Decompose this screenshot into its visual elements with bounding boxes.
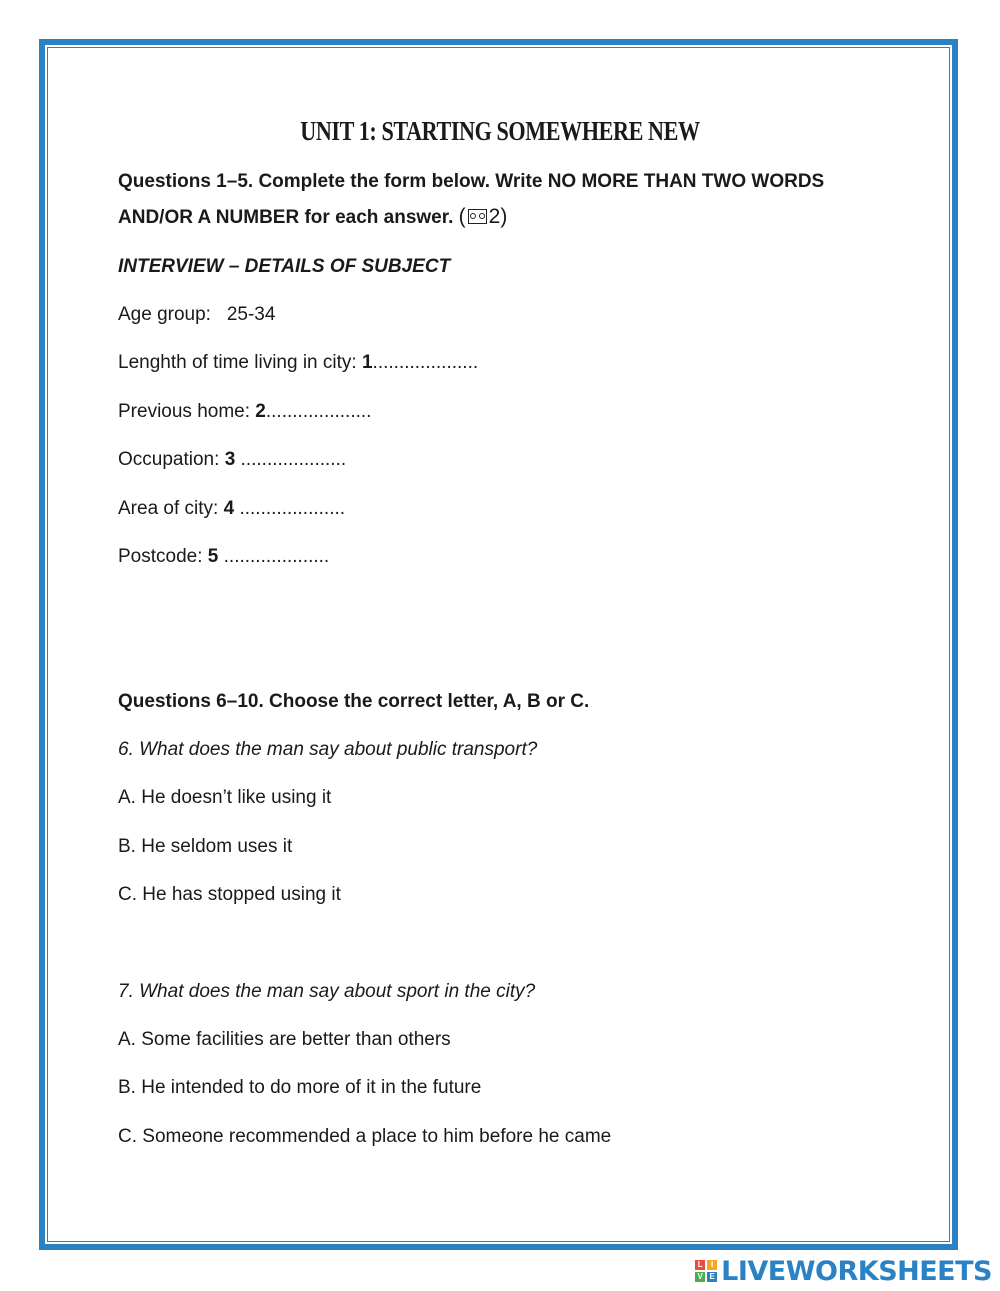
answer-blank-3[interactable]: .................... bbox=[235, 449, 347, 470]
field-label: Area of city: bbox=[118, 498, 219, 519]
form-field-age-group bbox=[118, 304, 275, 326]
instruction-q6-10: Questions 6–10. Choose the correct letter, A, B or C. bbox=[118, 691, 590, 712]
question-6-option-c[interactable]: C. He has stopped using it bbox=[118, 884, 341, 905]
audio-track-number: 2 bbox=[488, 205, 501, 228]
instruction-q1-5-text: AND/OR A NUMBER for each answer. bbox=[118, 207, 454, 228]
field-number: 2 bbox=[255, 401, 266, 422]
field-label: Lenghth of time living in city: bbox=[118, 352, 357, 373]
form-subheading: INTERVIEW – DETAILS OF SUBJECT bbox=[118, 256, 451, 277]
field-number: 4 bbox=[223, 498, 235, 519]
logo-mark-letter: E bbox=[707, 1272, 717, 1282]
question-6-option-b[interactable]: B. He seldom uses it bbox=[118, 836, 293, 857]
field-label: Age group: bbox=[118, 304, 211, 325]
field-number: 5 bbox=[207, 546, 219, 567]
question-7-option-a[interactable]: A. Some facilities are better than others bbox=[118, 1029, 451, 1050]
audio-reference: ( 2) bbox=[458, 205, 508, 228]
question-7-option-b[interactable]: B. He intended to do more of it in the future bbox=[118, 1077, 482, 1098]
page-title: UNIT 1: STARTING SOMEWHERE NEW bbox=[300, 116, 700, 146]
logo-mark-letter: I bbox=[707, 1260, 717, 1270]
liveworksheets-logo bbox=[695, 1255, 992, 1287]
logo-text: LIVEWORKSHEETS bbox=[721, 1255, 992, 1287]
form-field-4 bbox=[118, 498, 345, 520]
answer-blank-5[interactable]: .................... bbox=[218, 546, 330, 567]
form-field-1 bbox=[118, 352, 478, 374]
form-field-2 bbox=[118, 401, 371, 423]
form-field-5 bbox=[118, 546, 329, 568]
instruction-q1-5-line2 bbox=[118, 205, 507, 229]
question-6: 6. What does the man say about public transport? bbox=[118, 739, 538, 760]
field-label: Previous home: bbox=[118, 401, 251, 422]
instruction-q1-5-line1: Questions 1–5. Complete the form below. Write NO MORE THAN TWO WORDS bbox=[118, 171, 825, 192]
field-label: Occupation: bbox=[118, 449, 220, 470]
cassette-icon bbox=[468, 209, 487, 224]
form-field-3 bbox=[118, 449, 346, 471]
answer-blank-1[interactable]: .................... bbox=[372, 352, 479, 373]
field-number: 1 bbox=[361, 352, 373, 373]
answer-blank-2[interactable]: .................... bbox=[265, 401, 372, 422]
question-7-option-c[interactable]: C. Someone recommended a place to him before he came bbox=[118, 1126, 612, 1147]
answer-blank-4[interactable]: .................... bbox=[234, 498, 346, 519]
question-6-option-a[interactable]: A. He doesn’t like using it bbox=[118, 787, 332, 808]
logo-mark-letter: L bbox=[695, 1260, 705, 1270]
field-number: 3 bbox=[224, 449, 236, 470]
logo-mark-letter: V bbox=[695, 1272, 705, 1282]
question-7: 7. What does the man say about sport in the city? bbox=[118, 981, 536, 1002]
logo-mark-icon bbox=[695, 1260, 717, 1282]
field-value: 25-34 bbox=[226, 304, 276, 325]
field-label: Postcode: bbox=[118, 546, 203, 567]
